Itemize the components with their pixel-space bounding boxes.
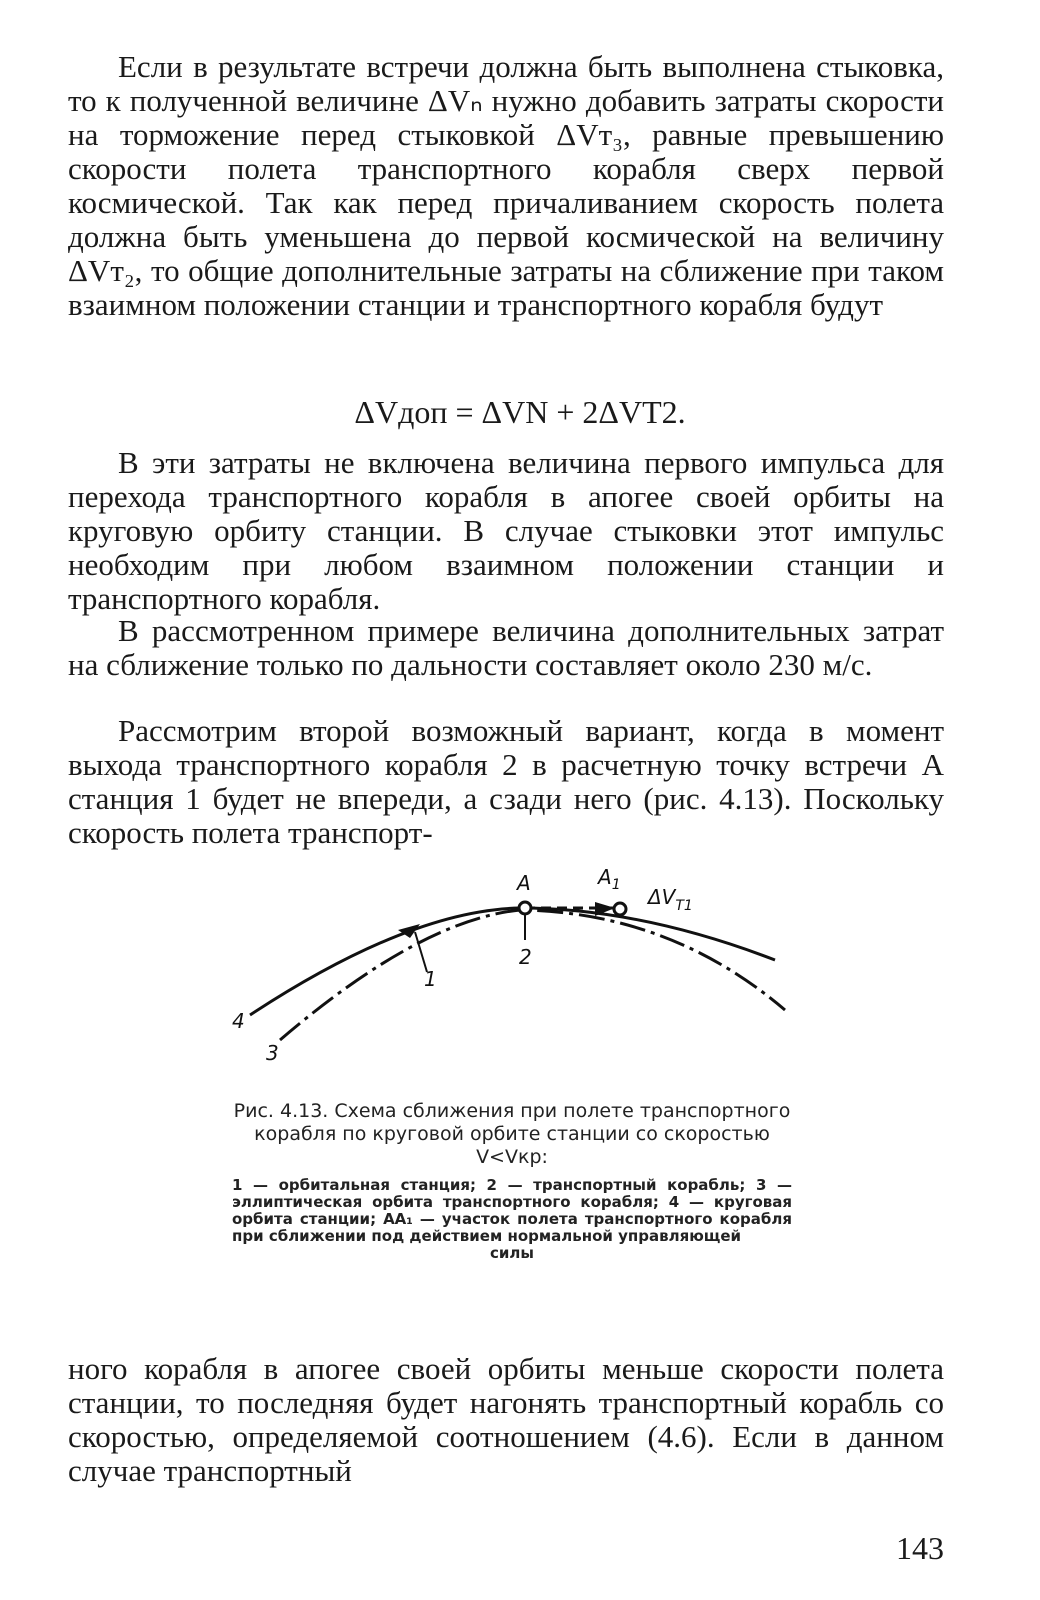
caption-legend-last: силы: [490, 1244, 534, 1262]
label-a: A: [517, 871, 531, 895]
caption-legend: [232, 1177, 792, 1262]
paragraph-text: ного корабля в апогее своей орбиты меньше скорости полета станции, то последняя будет нагонять транспортный корабль со скоростью, определяемой соотношением (4.6). Если в данном случае транспортный: [68, 1351, 944, 1488]
label-orbit-3: 3: [266, 1041, 279, 1065]
label-delta-v: $\Delta V_{T1}$: [648, 885, 693, 914]
paragraph-first-impulse: [68, 446, 944, 616]
figure-caption: [232, 1100, 792, 1262]
rendezvous-diagram: [220, 860, 820, 1110]
label-ship-2: 2: [519, 945, 532, 969]
point-a-marker: [519, 902, 531, 914]
point-a1-circle: [614, 903, 626, 915]
paragraph-docking: [68, 50, 944, 322]
paragraph-continuation: [68, 1352, 944, 1488]
caption-legend-text: 1 — орбитальная станция; 2 — транспортный корабль; 3 — эллиптическая орбита транспортного корабля; 4 — круговая орбита станции; AA₁ — участок полета транспортного корабля при сближении под действием нормальной управляющей: [232, 1176, 792, 1245]
paragraph-text: В рассмотренном примере величина дополнительных затрат на сближение только по дальности составляет около 230 м/с.: [68, 613, 944, 682]
label-a1: $A_1$: [598, 865, 621, 893]
formula-delta-v: ΔVдоп = ΔVN + 2ΔVT2.: [354, 394, 686, 430]
paragraph-text: Если в результате встречи должна быть выполнена стыковка, то к полученной величине ΔVₙ нужно добавить затраты скорости на торможение перед стыковкой ΔVᴛ₃, равные превышению скорости полета транспортного корабля сверх первой космической. Так как перед причаливанием скорость полета должна быть уменьшена до первой космической на величину ΔVᴛ₂, то общие дополнительные затраты на сближение при таком взаимном положении станции и транспортного корабля будут: [68, 49, 944, 322]
page-number: 143: [896, 1530, 944, 1566]
paragraph-text: Рассмотрим второй возможный вариант, когда в момент выхода транспортного корабля 2 в расчетную точку встречи A станция 1 будет не впереди, а сзади него (рис. 4.13). Поскольку скорость полета транспорт-: [68, 713, 944, 850]
elliptical-orbit-curve: [280, 910, 785, 1040]
paragraph-text: В эти затраты не включена величина первого импульса для перехода транспортного корабля в апогее своей орбиты на круговую орбиту станции. В случае стыковки этот импульс необходим при любом взаимном положении станции и транспортного корабля.: [68, 445, 944, 616]
paragraph-second-variant: [68, 714, 944, 850]
caption-title: Рис. 4.13. Схема сближения при полете транспортного корабля по круговой орбите станции со скоростью V<Vкр:: [233, 1100, 791, 1168]
label-orbit-4: 4: [232, 1009, 245, 1033]
paragraph-example: [68, 614, 944, 682]
label-station-1: 1: [424, 967, 437, 991]
